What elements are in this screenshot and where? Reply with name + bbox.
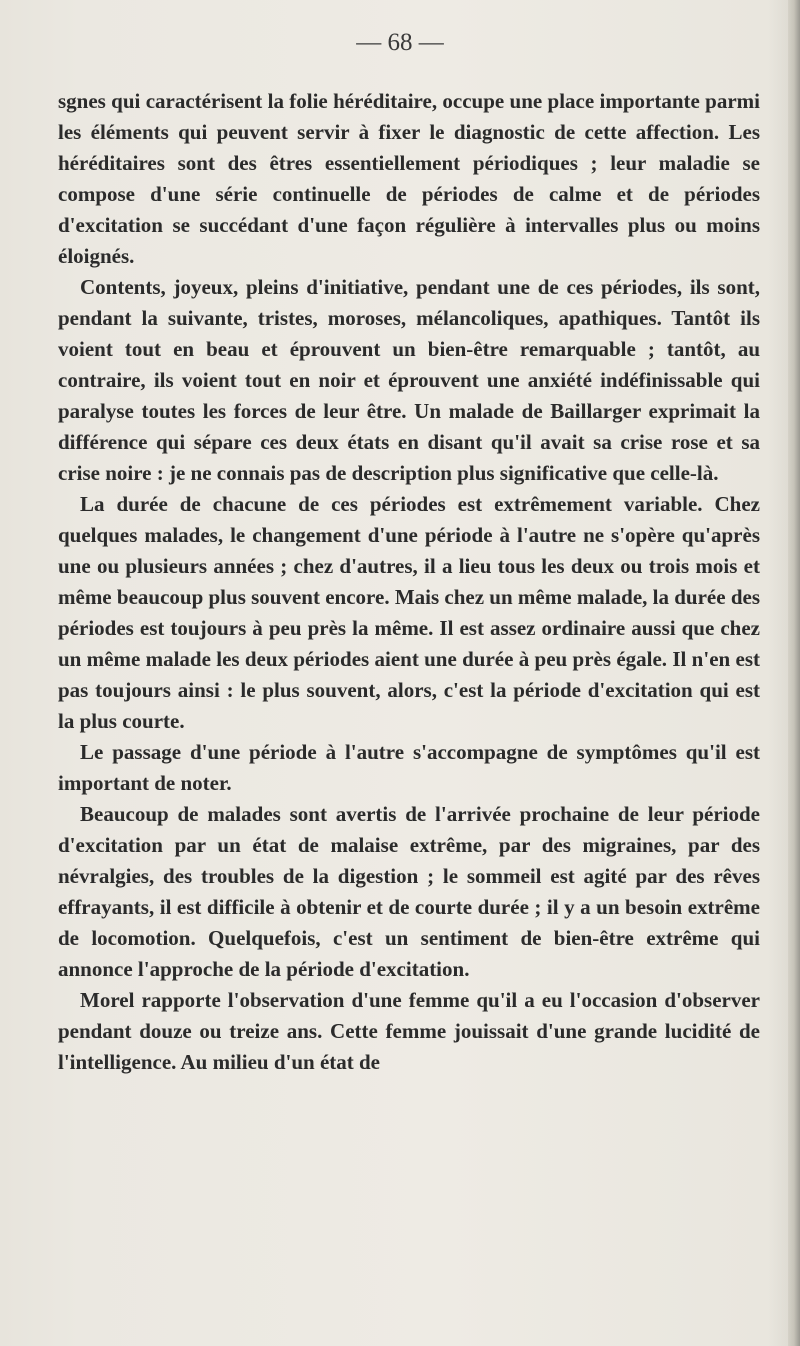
paragraph-6: Morel rapporte l'observation d'une femme qu'il a eu l'occasion d'observer pendant douze ou treize ans. Cette femme jouissait d'une grande lucidité de l'intelligence. Au milieu d'un état de — [58, 988, 760, 1074]
paragraph-5: Beaucoup de malades sont avertis de l'arrivée prochaine de leur période d'excitation par un état de malaise extrême, par des migraines, par des névralgies, des troubles de la digestion ; le sommeil est agité par des rêves effrayants, il est difficile à obtenir et de courte durée ; il y a un besoin extrême de locomotion. Quelquefois, c'est un sentiment de bien-être extrême qui annonce l'approche de la période d'excitation. — [58, 802, 760, 981]
page-body — [58, 86, 760, 1078]
page-number: — 68 — — [356, 29, 444, 56]
paragraph-4: Le passage d'une période à l'autre s'accompagne de symptômes qu'il est important de noter. — [58, 740, 760, 795]
page-edge-shadow — [788, 0, 800, 1346]
paragraph-2: Contents, joyeux, pleins d'initiative, pendant une de ces périodes, ils sont, pendant la suivante, tristes, moroses, mélancoliques, apathiques. Tantôt ils voient tout en beau et éprouvent un bien-être remarquable ; tantôt, au contraire, ils voient tout en noir et éprouvent une anxiété indéfinissable qui paralyse toutes les forces de leur être. Un malade de Baillarger exprimait la différence qui sépare ces deux états en disant qu'il avait sa crise rose et sa crise noire : je ne connais pas de description plus significative que celle-là. — [58, 275, 760, 485]
paragraph-1: sgnes qui caractérisent la folie héréditaire, occupe une place importante parmi les éléments qui peuvent servir à fixer le diagnostic de cette affection. Les héréditaires sont des êtres essentiellement périodiques ; leur maladie se compose d'une série continuelle de périodes de calme et de périodes d'excitation se succédant d'une façon régulière à intervalles plus ou moins éloignés. — [58, 89, 760, 268]
paragraph-3: La durée de chacune de ces périodes est extrêmement variable. Chez quelques malades, le changement d'une période à l'autre ne s'opère qu'après une ou plusieurs années ; chez d'autres, il a lieu tous les deux ou trois mois et même beaucoup plus souvent encore. Mais chez un même malade, la durée des périodes est toujours à peu près la même. Il est assez ordinaire aussi que chez un même malade les deux périodes aient une durée à peu près égale. Il n'en est pas toujours ainsi : le plus souvent, alors, c'est la période d'excitation qui est la plus courte. — [58, 492, 760, 733]
